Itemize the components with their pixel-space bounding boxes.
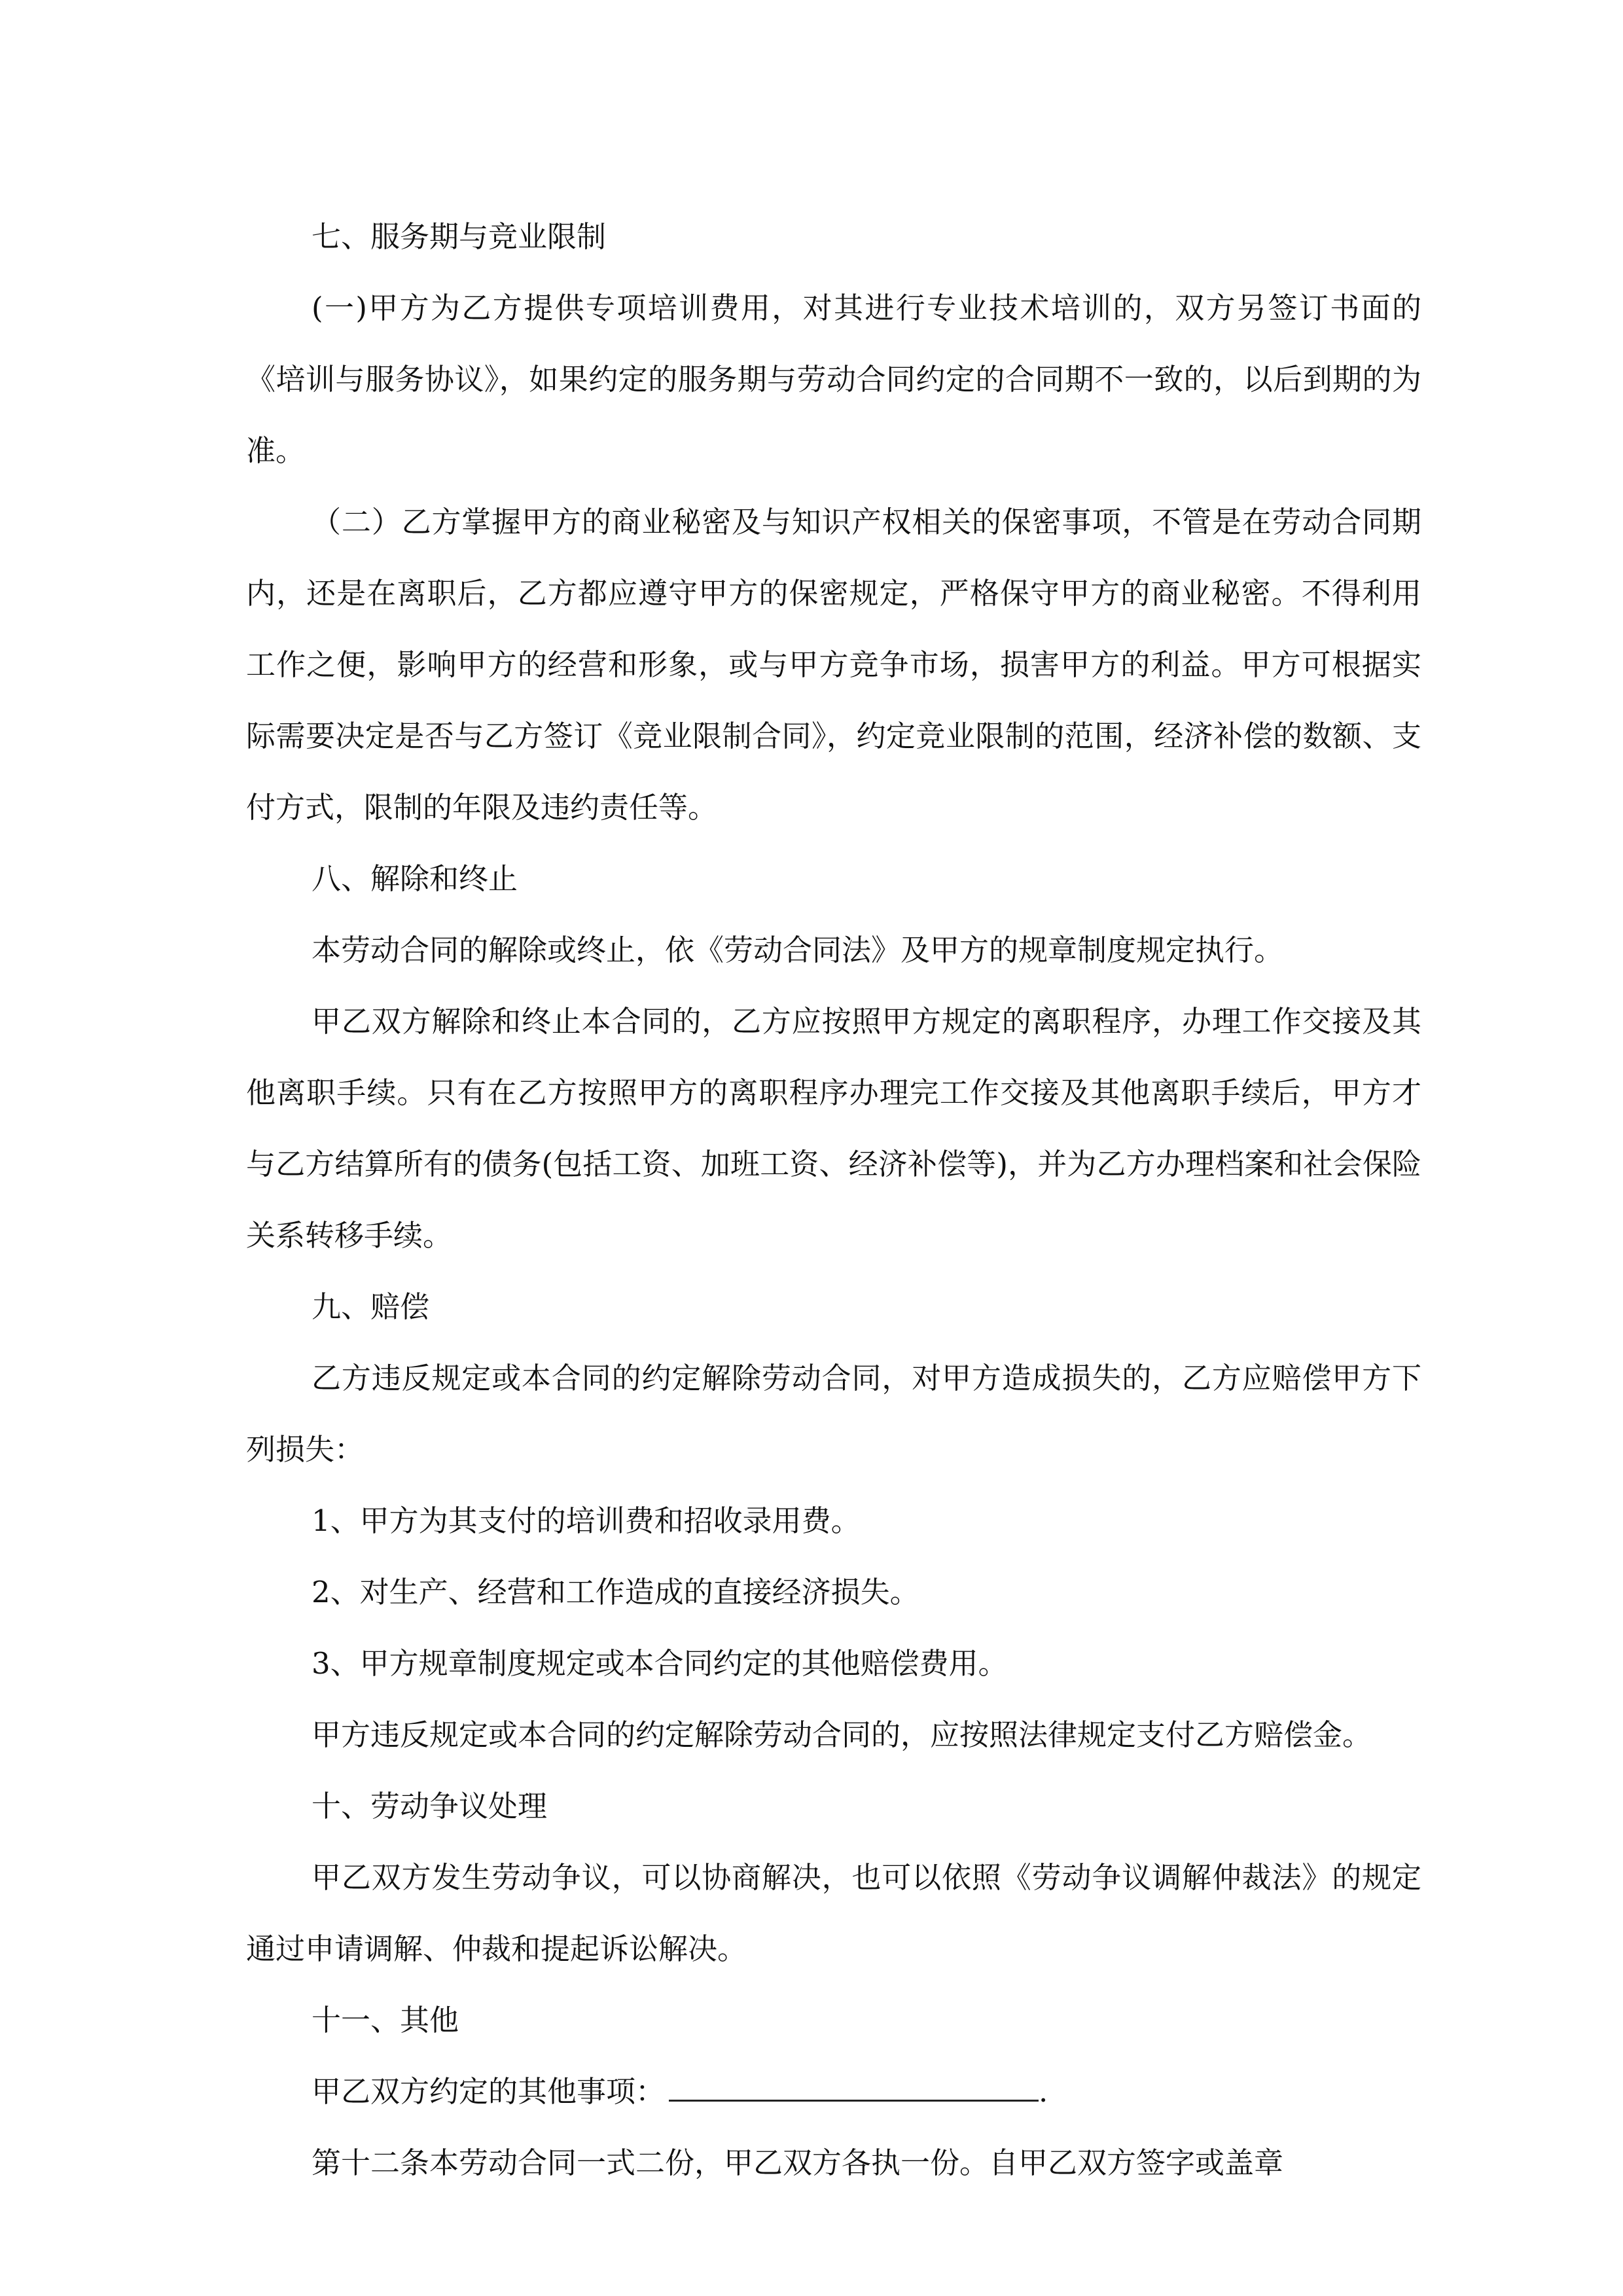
list-item-compensation-3: 3、甲方规章制度规定或本合同约定的其他赔偿费用。 (312, 1646, 1008, 1681)
fill-in-label: 甲乙双方约定的其他事项： (312, 2074, 666, 2109)
list-item-compensation-1: 1、甲方为其支付的培训费和招收录用费。 (312, 1503, 861, 1538)
section-heading-termination: 八、解除和终止 (312, 861, 518, 896)
paragraph-termination-law: 本劳动合同的解除或终止，依《劳动合同法》及甲方的规章制度规定执行。 (312, 933, 1284, 967)
paragraph-employer-compensation: 甲方违反规定或本合同的约定解除劳动合同的，应按照法律规定支付乙方赔偿金。 (312, 1717, 1372, 1752)
section-heading-service-period: 七、服务期与竞业限制 (312, 219, 607, 254)
paragraph-article-twelve: 第十二条本劳动合同一式二份，甲乙双方各执一份。自甲乙双方签字或盖章 (312, 2145, 1284, 2180)
document-body (246, 201, 1421, 2198)
fill-in-blank (669, 2075, 1039, 2102)
list-item-compensation-2: 2、对生产、经营和工作造成的直接经济损失。 (312, 1575, 919, 1609)
paragraph-termination-procedure: 甲乙双方解除和终止本合同的，乙方应按照甲方规定的离职程序，办理工作交接及其他离职手续。只有在乙方按照甲方的离职程序办理完工作交接及其他离职手续后，甲方才与乙方结算所有的债务(包括工资、加班工资、经济补偿等)，并为乙方办理档案和社会保险关系转移手续。 (246, 1004, 1421, 1253)
section-heading-compensation: 九、赔偿 (312, 1289, 430, 1324)
section-heading-other: 十一、其他 (312, 2003, 459, 2037)
paragraph-dispute-resolution: 甲乙双方发生劳动争议，可以协商解决，也可以依照《劳动争议调解仲裁法》的规定通过申请调解、仲裁和提起诉讼解决。 (246, 1860, 1421, 1966)
fill-in-other-matters (246, 2056, 1421, 2127)
fill-in-period: . (1039, 2074, 1048, 2109)
paragraph-compensation-intro: 乙方违反规定或本合同的约定解除劳动合同，对甲方造成损失的，乙方应赔偿甲方下列损失： (246, 1361, 1421, 1467)
paragraph-confidentiality: （二）乙方掌握甲方的商业秘密及与知识产权相关的保密事项，不管是在劳动合同期内，还是在离职后，乙方都应遵守甲方的保密规定，严格保守甲方的商业秘密。不得利用工作之便，影响甲方的经营和形象，或与甲方竞争市场，损害甲方的利益。甲方可根据实际需要决定是否与乙方签订《竞业限制合同》，约定竞业限制的范围，经济补偿的数额、支付方式，限制的年限及违约责任等。 (246, 505, 1421, 825)
paragraph-training-agreement: (一)甲方为乙方提供专项培训费用，对其进行专业技术培训的，双方另签订书面的《培训与服务协议》，如果约定的服务期与劳动合同约定的合同期不一致的，以后到期的为准。 (246, 291, 1421, 468)
section-heading-dispute: 十、劳动争议处理 (312, 1789, 548, 1823)
